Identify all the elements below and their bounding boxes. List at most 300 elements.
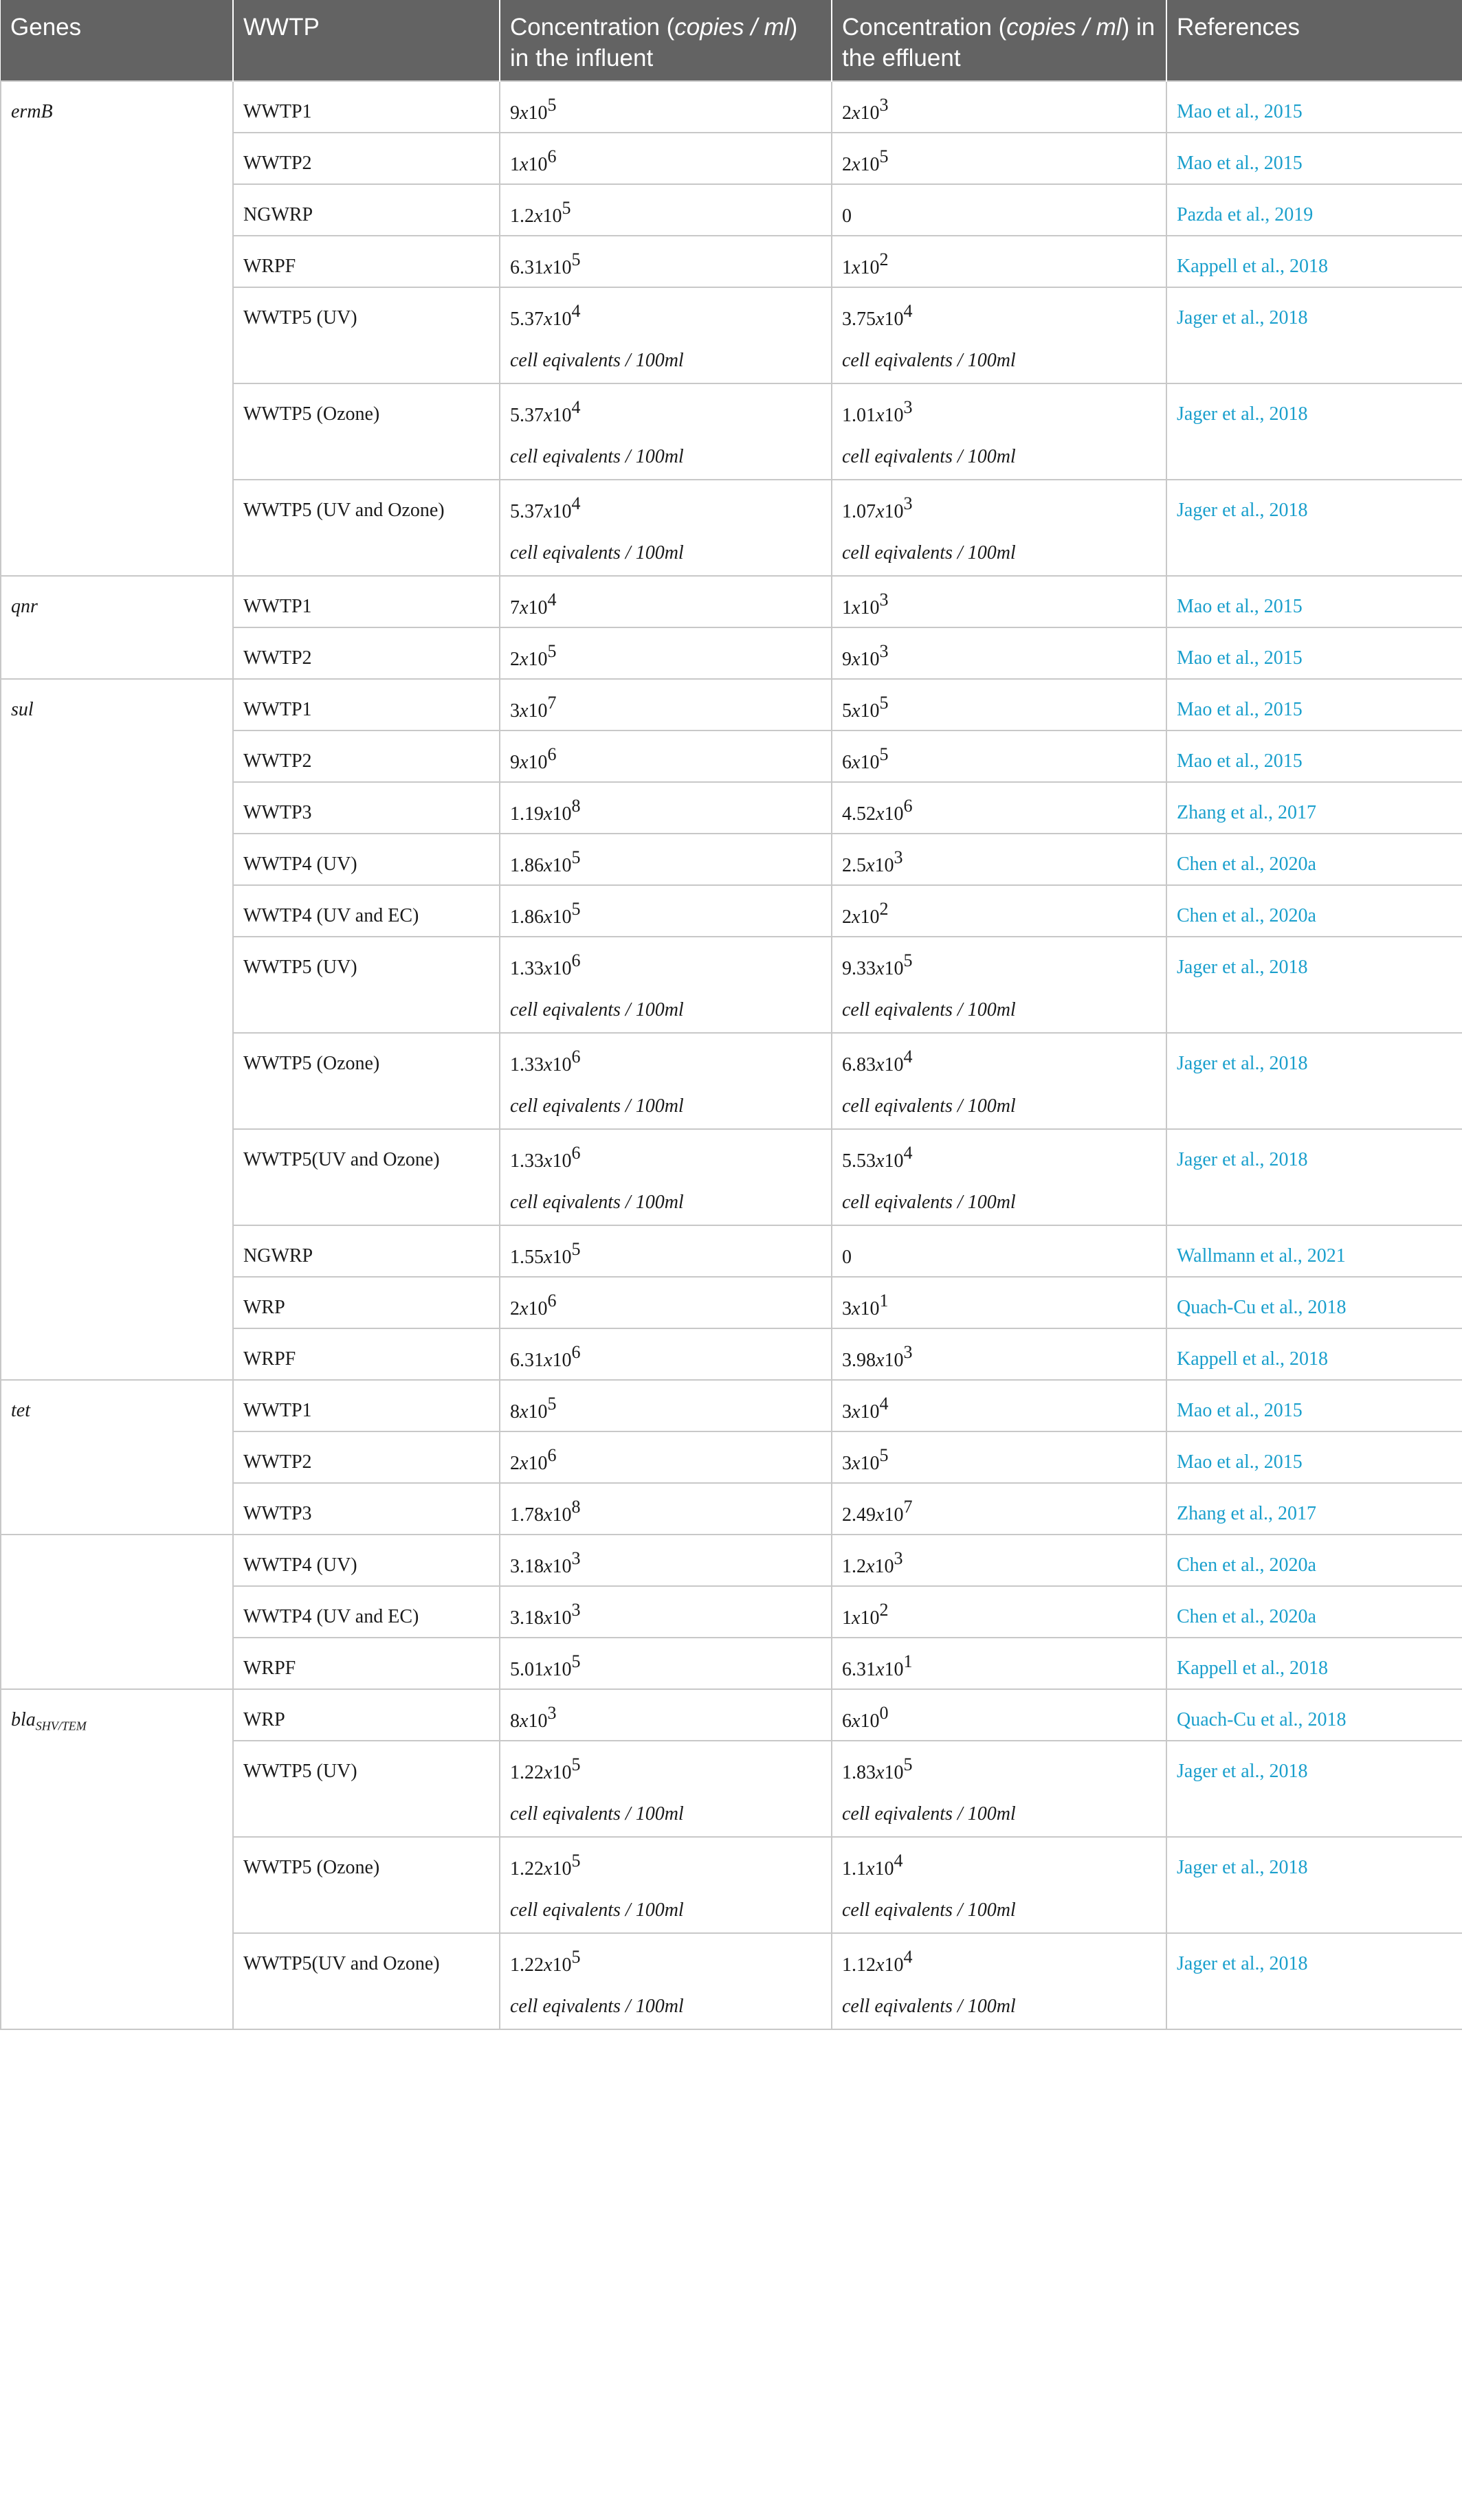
base-ten: 10 (860, 906, 880, 928)
effluent-exponent: 1 (879, 1291, 889, 1311)
influent-mantissa: 9 (510, 752, 520, 773)
wwtp-label: WWTP4 (UV) (243, 1554, 357, 1576)
influent-cell (500, 133, 832, 184)
reference-link[interactable]: Kappell et al., 2018 (1177, 256, 1329, 277)
influent-cell (500, 1837, 832, 1933)
base-ten: 10 (860, 1710, 880, 1732)
reference-link[interactable]: Wallmann et al., 2021 (1177, 1245, 1346, 1267)
effluent-mantissa: 1 (842, 257, 852, 278)
effluent-mantissa: 9.33 (842, 958, 876, 979)
effluent-cell (832, 1380, 1166, 1431)
influent-exponent: 5 (547, 1394, 557, 1414)
header-wwtp-label: WWTP (243, 14, 320, 41)
effluent-value (842, 1548, 1156, 1579)
influent-value (510, 693, 821, 724)
times-x: x (544, 501, 553, 522)
effluent-exponent: 4 (903, 1947, 913, 1967)
influent-cell (500, 731, 832, 782)
times-x: x (544, 958, 553, 979)
wwtp-cell (233, 1033, 500, 1129)
influent-value (510, 198, 821, 229)
reference-link[interactable]: Pazda et al., 2019 (1177, 204, 1314, 225)
times-x: x (544, 1858, 553, 1880)
table-row (1, 1689, 1462, 1741)
influent-mantissa: 1.78 (510, 1504, 544, 1526)
effluent-exponent: 5 (879, 146, 889, 166)
influent-value (510, 493, 821, 524)
influent-unit: cell eqivalents / 100ml (510, 1192, 684, 1213)
effluent-value (842, 744, 1156, 775)
times-x: x (520, 752, 529, 773)
effluent-mantissa: 2.49 (842, 1504, 876, 1526)
reference-cell (1166, 184, 1462, 236)
header-genes (1, 0, 233, 81)
effluent-cell (832, 1535, 1166, 1586)
wwtp-cell (233, 1483, 500, 1535)
wwtp-cell (233, 1638, 500, 1689)
effluent-value (842, 1342, 1156, 1373)
base-ten: 10 (528, 1710, 548, 1732)
effluent-exponent: 5 (879, 744, 889, 764)
wwtp-cell (233, 937, 500, 1033)
influent-cell (500, 480, 832, 576)
wwtp-label: WWTP5 (UV and Ozone) (243, 500, 445, 521)
table-row (1, 1380, 1462, 1431)
effluent-unit: cell eqivalents / 100ml (842, 1192, 1016, 1213)
influent-exponent: 5 (571, 249, 581, 269)
reference-link[interactable]: Mao et al., 2015 (1177, 1451, 1303, 1473)
wwtp-label: WWTP1 (243, 699, 312, 720)
wwtp-label: WWTP2 (243, 647, 312, 669)
influent-exponent: 8 (571, 796, 581, 816)
effluent-mantissa: 3 (842, 1298, 852, 1319)
influent-cell (500, 1483, 832, 1535)
reference-link[interactable]: Jager et al., 2018 (1177, 1761, 1308, 1782)
base-ten: 10 (552, 1247, 572, 1268)
influent-value (510, 301, 821, 332)
effluent-unit: cell eqivalents / 100ml (842, 999, 1016, 1021)
reference-cell (1166, 1638, 1462, 1689)
influent-cell (500, 1638, 832, 1689)
influent-cell (500, 1586, 832, 1638)
table-row (1, 81, 1462, 133)
base-ten: 10 (884, 309, 904, 330)
times-x: x (544, 1504, 553, 1526)
wwtp-cell (233, 1277, 500, 1328)
base-ten: 10 (528, 597, 548, 618)
times-x: x (866, 1556, 875, 1577)
reference-cell (1166, 834, 1462, 885)
reference-link[interactable]: Jager et al., 2018 (1177, 1149, 1308, 1170)
gene-name: tet (11, 1400, 30, 1421)
influent-mantissa: 8 (510, 1401, 520, 1423)
times-x: x (544, 1556, 553, 1577)
influent-exponent: 3 (571, 1600, 581, 1620)
wwtp-label: WWTP5 (UV) (243, 1761, 357, 1782)
wwtp-label: WWTP5(UV and Ozone) (243, 1953, 440, 1974)
effluent-cell (832, 834, 1166, 885)
influent-mantissa: 5.37 (510, 501, 544, 522)
reference-link[interactable]: Quach-Cu et al., 2018 (1177, 1297, 1347, 1318)
reference-link[interactable]: Kappell et al., 2018 (1177, 1658, 1329, 1679)
times-x: x (544, 803, 553, 825)
influent-exponent: 5 (571, 1754, 581, 1774)
reference-link[interactable]: Jager et al., 2018 (1177, 500, 1308, 521)
influent-cell (500, 1535, 832, 1586)
base-ten: 10 (552, 1659, 572, 1680)
influent-cell (500, 1689, 832, 1741)
reference-cell (1166, 1328, 1462, 1380)
effluent-unit: cell eqivalents / 100ml (842, 350, 1016, 371)
reference-cell (1166, 1277, 1462, 1328)
effluent-mantissa: 1.2 (842, 1556, 866, 1577)
reference-link[interactable]: Mao et al., 2015 (1177, 101, 1303, 122)
influent-value (510, 1851, 821, 1882)
times-x: x (520, 700, 529, 722)
influent-exponent: 5 (571, 1851, 581, 1871)
times-x: x (852, 752, 861, 773)
times-x: x (852, 1401, 861, 1423)
influent-mantissa: 1.22 (510, 1762, 544, 1783)
influent-cell (500, 1225, 832, 1277)
effluent-exponent: 2 (879, 899, 889, 919)
influent-mantissa: 2 (510, 1298, 520, 1319)
effluent-value (842, 493, 1156, 524)
reference-link[interactable]: Jager et al., 2018 (1177, 1053, 1308, 1074)
wwtp-cell (233, 287, 500, 383)
base-ten: 10 (860, 1401, 880, 1423)
effluent-mantissa: 2 (842, 102, 852, 124)
reference-link[interactable]: Jager et al., 2018 (1177, 1857, 1308, 1878)
reference-link[interactable]: Mao et al., 2015 (1177, 750, 1303, 772)
influent-exponent: 3 (571, 1548, 581, 1568)
effluent-exponent: 7 (903, 1497, 913, 1517)
times-x: x (876, 1762, 885, 1783)
effluent-exponent: 4 (879, 1394, 889, 1414)
influent-unit: cell eqivalents / 100ml (510, 1996, 684, 2017)
wwtp-cell (233, 133, 500, 184)
reference-cell (1166, 1225, 1462, 1277)
header-wwtp (233, 0, 500, 81)
wwtp-label: WWTP4 (UV) (243, 854, 357, 875)
effluent-exponent: 3 (903, 1342, 913, 1362)
wwtp-cell (233, 1328, 500, 1380)
effluent-exponent: 3 (903, 397, 913, 417)
table-row (1, 576, 1462, 627)
effluent-value (842, 1651, 1156, 1682)
wwtp-cell (233, 1837, 500, 1933)
times-x: x (866, 1858, 875, 1880)
reference-link[interactable]: Jager et al., 2018 (1177, 307, 1308, 328)
base-ten: 10 (874, 1556, 894, 1577)
times-x: x (520, 1710, 529, 1732)
reference-link[interactable]: Chen et al., 2020a (1177, 905, 1316, 926)
reference-link[interactable]: Chen et al., 2020a (1177, 1606, 1316, 1627)
effluent-mantissa: 3 (842, 1453, 852, 1474)
effluent-cell (832, 1328, 1166, 1380)
header-genes-label: Genes (10, 14, 82, 41)
base-ten: 10 (884, 1504, 904, 1526)
influent-cell (500, 1129, 832, 1225)
reference-link[interactable]: Quach-Cu et al., 2018 (1177, 1709, 1347, 1730)
gene-cell (1, 1535, 233, 1689)
influent-value (510, 1497, 821, 1528)
influent-unit: cell eqivalents / 100ml (510, 1899, 684, 1921)
effluent-value (842, 397, 1156, 428)
reference-link[interactable]: Zhang et al., 2017 (1177, 802, 1316, 823)
base-ten: 10 (552, 1858, 572, 1880)
base-ten: 10 (552, 958, 572, 979)
times-x: x (544, 1247, 553, 1268)
influent-exponent: 7 (547, 693, 557, 713)
effluent-cell (832, 937, 1166, 1033)
times-x: x (876, 1954, 885, 1976)
influent-exponent: 6 (571, 1143, 581, 1163)
times-x: x (852, 649, 861, 670)
effluent-mantissa: 2 (842, 906, 852, 928)
influent-mantissa: 2 (510, 649, 520, 670)
reference-link[interactable]: Kappell et al., 2018 (1177, 1348, 1329, 1370)
influent-mantissa: 1.22 (510, 1954, 544, 1976)
base-ten: 10 (552, 257, 572, 278)
times-x: x (876, 1350, 885, 1371)
influent-unit: cell eqivalents / 100ml (510, 350, 684, 371)
reference-link[interactable]: Mao et al., 2015 (1177, 647, 1303, 669)
reference-link[interactable]: Mao et al., 2015 (1177, 153, 1303, 174)
base-ten: 10 (884, 501, 904, 522)
influent-mantissa: 6.31 (510, 257, 544, 278)
times-x: x (876, 1659, 885, 1680)
influent-exponent: 5 (562, 198, 571, 218)
reference-link[interactable]: Mao et al., 2015 (1177, 699, 1303, 720)
effluent-value (842, 146, 1156, 177)
wwtp-label: WWTP2 (243, 153, 312, 174)
influent-mantissa: 1.2 (510, 205, 534, 227)
base-ten: 10 (552, 405, 572, 426)
wwtp-cell (233, 1380, 500, 1431)
effluent-mantissa: 3 (842, 1401, 852, 1423)
reference-link[interactable]: Jager et al., 2018 (1177, 957, 1308, 978)
times-x: x (876, 1504, 885, 1526)
base-ten: 10 (884, 1762, 904, 1783)
effluent-value (842, 1600, 1156, 1631)
influent-cell (500, 576, 832, 627)
effluent-value (842, 1851, 1156, 1882)
effluent-mantissa: 1 (842, 1607, 852, 1629)
times-x: x (544, 1350, 553, 1371)
gene-cell (1, 679, 233, 1380)
influent-value (510, 950, 821, 981)
gene-subscript: SHV/TEM (35, 1719, 87, 1733)
influent-exponent: 3 (547, 1703, 557, 1723)
base-ten: 10 (874, 1858, 894, 1880)
reference-cell (1166, 937, 1462, 1033)
effluent-cell (832, 1933, 1166, 2029)
base-ten: 10 (528, 154, 548, 175)
base-ten: 10 (542, 205, 562, 227)
header-influent (500, 0, 832, 81)
influent-exponent: 4 (571, 301, 581, 321)
base-ten: 10 (552, 1054, 572, 1075)
reference-link[interactable]: Jager et al., 2018 (1177, 403, 1308, 425)
effluent-mantissa: 5 (842, 700, 852, 722)
effluent-value (842, 1703, 1156, 1734)
times-x: x (876, 405, 885, 426)
effluent-mantissa: 9 (842, 649, 852, 670)
wwtp-label: NGWRP (243, 1245, 313, 1267)
influent-mantissa: 5.01 (510, 1659, 544, 1680)
influent-value (510, 847, 821, 878)
times-x: x (852, 1607, 861, 1629)
reference-link[interactable]: Zhang et al., 2017 (1177, 1503, 1316, 1524)
table-header (1, 0, 1462, 81)
reference-link[interactable]: Mao et al., 2015 (1177, 596, 1303, 617)
effluent-unit: cell eqivalents / 100ml (842, 1996, 1016, 2017)
reference-cell (1166, 81, 1462, 133)
effluent-cell (832, 885, 1166, 937)
wwtp-cell (233, 1689, 500, 1741)
wwtp-cell (233, 236, 500, 287)
wwtp-label: WWTP5 (UV) (243, 307, 357, 328)
base-ten: 10 (884, 1954, 904, 1976)
effluent-exponent: 5 (879, 693, 889, 713)
base-ten: 10 (884, 1150, 904, 1172)
effluent-cell (832, 1225, 1166, 1277)
wwtp-cell (233, 1225, 500, 1277)
influent-exponent: 6 (571, 950, 581, 970)
effluent-cell (832, 383, 1166, 480)
reference-link[interactable]: Jager et al., 2018 (1177, 1953, 1308, 1974)
influent-exponent: 6 (571, 1047, 581, 1067)
wwtp-cell (233, 782, 500, 834)
reference-cell (1166, 1837, 1462, 1933)
reference-link[interactable]: Chen et al., 2020a (1177, 854, 1316, 875)
influent-unit: cell eqivalents / 100ml (510, 542, 684, 564)
influent-mantissa: 1.86 (510, 906, 544, 928)
effluent-value (842, 950, 1156, 981)
reference-link[interactable]: Mao et al., 2015 (1177, 1400, 1303, 1421)
header-effluent-unit: copies / ml (1006, 14, 1122, 41)
wwtp-label: WWTP2 (243, 1451, 312, 1473)
times-x: x (876, 803, 885, 825)
table-row (1, 1535, 1462, 1586)
influent-exponent: 5 (547, 641, 557, 661)
reference-cell (1166, 1741, 1462, 1837)
reference-cell (1166, 287, 1462, 383)
influent-value (510, 1703, 821, 1734)
influent-mantissa: 5.37 (510, 405, 544, 426)
influent-mantissa: 9 (510, 102, 520, 124)
influent-exponent: 6 (547, 1445, 557, 1465)
effluent-exponent: 5 (903, 1754, 913, 1774)
effluent-mantissa: 1.12 (842, 1954, 876, 1976)
wwtp-cell (233, 1431, 500, 1483)
effluent-exponent: 3 (894, 847, 903, 867)
base-ten: 10 (528, 1298, 548, 1319)
effluent-value (842, 1394, 1156, 1425)
base-ten: 10 (552, 1762, 572, 1783)
effluent-unit: cell eqivalents / 100ml (842, 1803, 1016, 1825)
effluent-cell (832, 1033, 1166, 1129)
effluent-mantissa: 3.75 (842, 309, 876, 330)
influent-exponent: 5 (571, 1651, 581, 1671)
wwtp-label: WRPF (243, 1658, 296, 1679)
effluent-cell (832, 1129, 1166, 1225)
reference-cell (1166, 480, 1462, 576)
base-ten: 10 (528, 1453, 548, 1474)
effluent-unit: cell eqivalents / 100ml (842, 1899, 1016, 1921)
influent-mantissa: 3.18 (510, 1607, 544, 1629)
influent-mantissa: 7 (510, 597, 520, 618)
base-ten: 10 (860, 257, 880, 278)
base-ten: 10 (860, 1453, 880, 1474)
wwtp-label: WWTP5 (Ozone) (243, 1053, 380, 1074)
influent-exponent: 5 (571, 847, 581, 867)
base-ten: 10 (552, 1350, 572, 1371)
influent-value (510, 590, 821, 621)
influent-value (510, 1754, 821, 1785)
influent-cell (500, 236, 832, 287)
reference-cell (1166, 383, 1462, 480)
times-x: x (534, 205, 543, 227)
reference-cell (1166, 782, 1462, 834)
wwtp-cell (233, 1741, 500, 1837)
influent-cell (500, 627, 832, 679)
wwtp-label: WRP (243, 1709, 285, 1730)
reference-link[interactable]: Chen et al., 2020a (1177, 1554, 1316, 1576)
base-ten: 10 (860, 102, 880, 124)
base-ten: 10 (884, 1350, 904, 1371)
effluent-exponent: 3 (879, 95, 889, 115)
influent-value (510, 1651, 821, 1682)
influent-cell (500, 184, 832, 236)
times-x: x (544, 1659, 553, 1680)
effluent-cell (832, 184, 1166, 236)
influent-value (510, 1445, 821, 1476)
reference-cell (1166, 1431, 1462, 1483)
wwtp-label: WWTP5 (UV) (243, 957, 357, 978)
effluent-value (842, 249, 1156, 280)
effluent-exponent: 6 (903, 796, 913, 816)
effluent-value: 0 (842, 1247, 852, 1268)
effluent-cell (832, 1741, 1166, 1837)
influent-exponent: 8 (571, 1497, 581, 1517)
reference-cell (1166, 679, 1462, 731)
influent-mantissa: 1.33 (510, 1150, 544, 1172)
gene-cell (1, 81, 233, 576)
times-x: x (852, 906, 861, 928)
effluent-cell (832, 81, 1166, 133)
times-x: x (520, 1298, 529, 1319)
influent-value (510, 1047, 821, 1078)
times-x: x (852, 1298, 861, 1319)
influent-cell (500, 1431, 832, 1483)
effluent-value (842, 95, 1156, 126)
effluent-cell (832, 782, 1166, 834)
base-ten: 10 (884, 1659, 904, 1680)
wwtp-cell (233, 1535, 500, 1586)
influent-cell (500, 1033, 832, 1129)
influent-cell (500, 1741, 832, 1837)
influent-cell (500, 834, 832, 885)
table-row (1, 679, 1462, 731)
reference-cell (1166, 731, 1462, 782)
influent-value (510, 1143, 821, 1174)
wwtp-label: WWTP4 (UV and EC) (243, 1606, 419, 1627)
reference-cell (1166, 1689, 1462, 1741)
times-x: x (876, 309, 885, 330)
effluent-exponent: 2 (879, 1600, 889, 1620)
